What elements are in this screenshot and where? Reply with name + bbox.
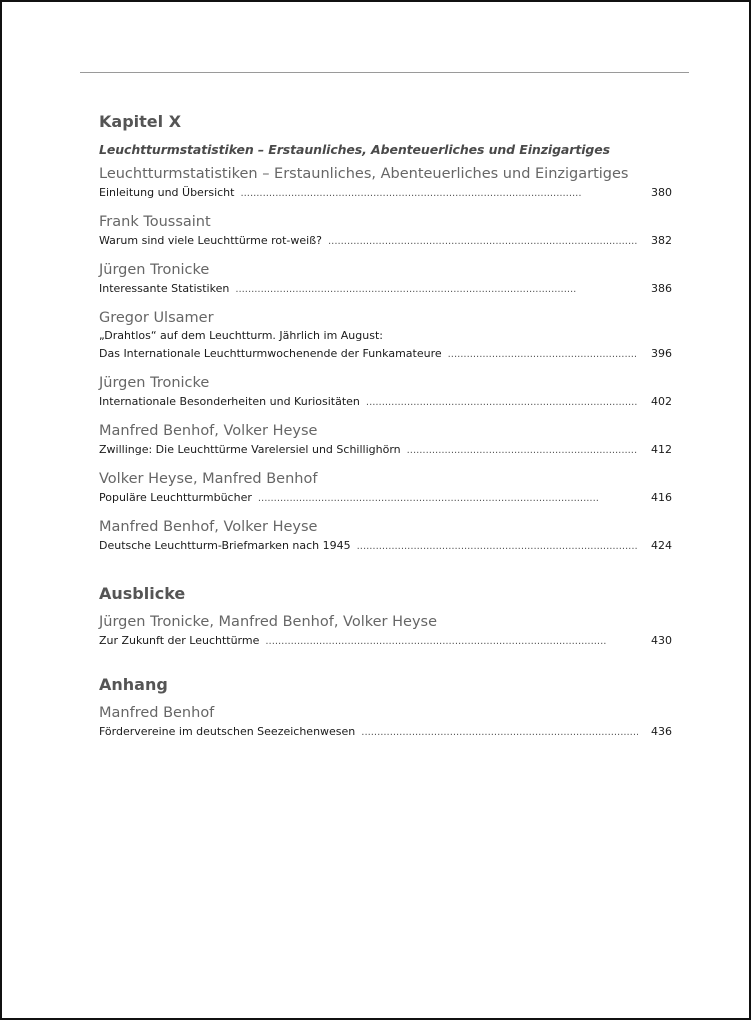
dot-leader xyxy=(240,184,638,204)
toc-entry[interactable] xyxy=(99,422,672,461)
entry-author: Jürgen Tronicke xyxy=(99,375,210,391)
dot-leader xyxy=(366,393,638,413)
page-number: 412 xyxy=(651,443,672,456)
page-number: 380 xyxy=(651,186,672,199)
entry-line xyxy=(99,488,672,509)
entry-author: Jürgen Tronicke, Manfred Benhof, Volker Heyse xyxy=(99,614,438,630)
page-number: 386 xyxy=(651,282,672,295)
section-spacer xyxy=(99,557,672,583)
entry-title: Internationale Besonderheiten und Kuriositäten xyxy=(99,395,360,408)
entry-line xyxy=(99,231,672,252)
entry-author: Manfred Benhof, Volker Heyse xyxy=(99,423,318,439)
entry-author: Volker Heyse, Manfred Benhof xyxy=(99,471,318,487)
page-number: 382 xyxy=(651,234,672,247)
toc-entry[interactable] xyxy=(99,374,672,413)
page-number: 430 xyxy=(651,634,672,647)
dot-leader xyxy=(357,537,638,557)
entry-author: Manfred Benhof xyxy=(99,705,215,721)
toc-entry[interactable] xyxy=(99,309,672,365)
entry-line xyxy=(99,279,672,300)
section-spacer xyxy=(99,652,672,674)
dot-leader xyxy=(265,632,638,652)
entry-author: Leuchtturmstatistiken – Erstaunliches, Abenteuerliches und Einzigartiges xyxy=(99,166,629,182)
page-number: 436 xyxy=(651,725,672,738)
entry-line xyxy=(99,722,672,743)
toc-entry[interactable] xyxy=(99,704,672,743)
page-number: 416 xyxy=(651,491,672,504)
entry-title: Populäre Leuchtturmbücher xyxy=(99,491,252,504)
entry-title: Das Internationale Leuchtturmwochenende der Funkamateure xyxy=(99,347,442,360)
header-rule xyxy=(80,72,689,73)
section-subheading: Leuchtturmstatistiken – Erstaunliches, Abenteuerliches und Einzigartiges xyxy=(99,142,610,157)
dot-leader xyxy=(448,345,638,365)
dot-leader xyxy=(407,441,638,461)
toc-entry[interactable] xyxy=(99,165,672,204)
entry-title: Fördervereine im deutschen Seezeichenwesen xyxy=(99,725,356,738)
entry-line xyxy=(99,631,672,652)
page-number: 424 xyxy=(651,539,672,552)
toc-entry[interactable] xyxy=(99,261,672,300)
entry-title: Zwillinge: Die Leuchttürme Varelersiel und Schillighörn xyxy=(99,443,401,456)
dot-leader xyxy=(328,232,638,252)
toc-entry[interactable] xyxy=(99,613,672,652)
entry-author: Manfred Benhof, Volker Heyse xyxy=(99,519,318,535)
entry-title: Interessante Statistiken xyxy=(99,282,230,295)
toc-entry[interactable] xyxy=(99,213,672,252)
dot-leader xyxy=(235,280,638,300)
entry-title-line-1: „Drahtlos“ auf dem Leuchtturm. Jährlich im August: xyxy=(99,329,383,342)
toc-entry[interactable] xyxy=(99,470,672,509)
entry-author: Jürgen Tronicke xyxy=(99,262,210,278)
page-number: 396 xyxy=(651,347,672,360)
page-number: 402 xyxy=(651,395,672,408)
entry-author: Gregor Ulsamer xyxy=(99,310,214,326)
section-heading-ausblicke: Ausblicke xyxy=(99,584,186,603)
entry-title: Warum sind viele Leuchttürme rot-weiß? xyxy=(99,234,322,247)
entry-line xyxy=(99,344,672,365)
toc-entry[interactable] xyxy=(99,518,672,557)
entry-title: Zur Zukunft der Leuchttürme xyxy=(99,634,260,647)
entry-author: Frank Toussaint xyxy=(99,214,211,230)
entry-line xyxy=(99,440,672,461)
section-heading-anhang: Anhang xyxy=(99,675,168,694)
dot-leader xyxy=(258,489,638,509)
entry-title: Deutsche Leuchtturm-Briefmarken nach 1945 xyxy=(99,539,351,552)
entry-line xyxy=(99,536,672,557)
entry-line xyxy=(99,392,672,413)
dot-leader xyxy=(361,723,638,743)
entry-title: Einleitung und Übersicht xyxy=(99,186,235,199)
section-heading-kapitel-x: Kapitel X xyxy=(99,112,182,131)
entry-line xyxy=(99,183,672,204)
table-of-contents xyxy=(99,111,672,743)
